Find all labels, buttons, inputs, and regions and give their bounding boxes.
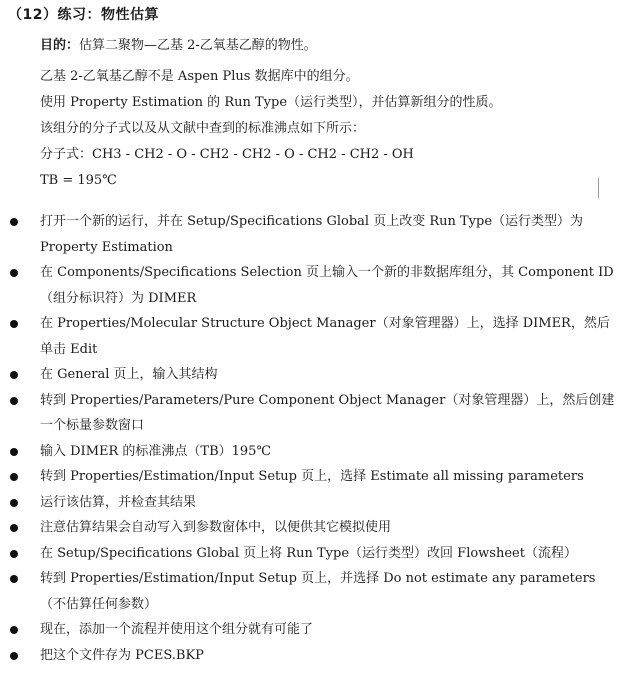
step-text: 输入 DIMER 的标准沸点（TB）195℃ (40, 443, 271, 459)
molecular-formula: 分子式：CH3 - CH2 - O - CH2 - CH2 - O - CH2 - CH2 - OH (40, 147, 414, 162)
bullet-icon (10, 626, 18, 634)
bullet-icon (10, 218, 18, 226)
list-item (0, 464, 630, 490)
list-item (0, 541, 630, 567)
bullet-icon (10, 448, 18, 456)
list-item (0, 643, 630, 669)
purpose-text: 估算二聚物—乙基 2-乙氧基乙醇的物性。 (79, 38, 317, 53)
intro-block (40, 64, 600, 194)
purpose-label: 目的： (40, 38, 80, 53)
list-item (0, 388, 630, 439)
list-item (0, 617, 630, 643)
bullet-icon (10, 524, 18, 532)
bullet-icon (10, 473, 18, 481)
intro-line: 乙基 2-乙氧基乙醇不是 Aspen Plus 数据库中的组分。 (40, 69, 359, 84)
step-list (0, 209, 630, 668)
boiling-point: TB = 195℃ (40, 173, 117, 188)
purpose-line (40, 34, 317, 53)
list-item (0, 515, 630, 541)
list-item (0, 490, 630, 516)
list-item (0, 439, 630, 465)
bullet-icon (10, 652, 18, 660)
step-text: 在 Components/Specifications Selection 页上输入一个新的非数据库组分，其 Component ID（组分标识符）为 DIMER (40, 265, 614, 306)
list-item (0, 566, 630, 617)
text-cursor-mark (598, 178, 599, 198)
bullet-icon (10, 397, 18, 405)
section-heading: （12）练习：物性估算 (8, 7, 159, 23)
bullet-icon (10, 499, 18, 507)
list-item (0, 209, 630, 260)
step-text: 转到 Properties/Parameters/Pure Component Object Manager（对象管理器）上，然后创建一个标量参数窗口 (40, 392, 615, 433)
step-text: 打开一个新的运行，并在 Setup/Specifications Global 页上改变 Run Type（运行类型）为 Property Estimation (40, 214, 584, 255)
bullet-icon (10, 575, 18, 583)
step-text: 在 Properties/Molecular Structure Object Manager（对象管理器）上，选择 DIMER，然后单击 Edit (40, 316, 610, 357)
list-item (0, 311, 630, 362)
step-text: 把这个文件存为 PCES.BKP (40, 647, 204, 663)
bullet-icon (10, 550, 18, 558)
step-text: 注意估算结果会自动写入到参数窗体中，以便供其它模拟使用 (40, 520, 392, 535)
step-text: 转到 Properties/Estimation/Input Setup 页上，选择 Estimate all missing parameters (40, 469, 584, 484)
list-item (0, 260, 630, 311)
bullet-icon (10, 320, 18, 328)
step-text: 运行该估算，并检查其结果 (40, 494, 197, 510)
bullet-icon (10, 269, 18, 277)
step-text: 转到 Properties/Estimation/Input Setup 页上，并选择 Do not estimate any parameters （不估算任何参数） (40, 571, 596, 612)
step-text: 在 Setup/Specifications Global 页上将 Run Type（运行类型）改回 Flowsheet（流程） (40, 545, 577, 561)
step-text: 在 General 页上，输入其结构 (40, 367, 218, 382)
bullet-icon (10, 371, 18, 379)
intro-line: 使用 Property Estimation 的 Run Type（运行类型），并估算新组分的性质。 (40, 95, 502, 110)
step-text: 现在，添加一个流程并使用这个组分就有可能了 (40, 622, 314, 637)
intro-line: 该组分的分子式以及从文献中查到的标准沸点如下所示： (40, 121, 366, 136)
list-item (0, 362, 630, 388)
